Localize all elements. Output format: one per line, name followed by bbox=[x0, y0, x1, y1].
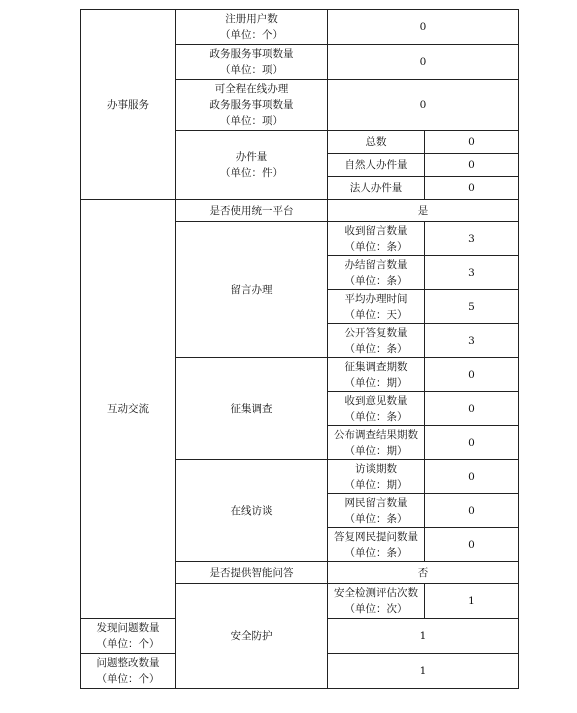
cases-legal-value: 0 bbox=[425, 177, 519, 200]
online-items-value: 0 bbox=[328, 80, 519, 131]
unified-platform-label: 是否使用统一平台 bbox=[176, 200, 328, 222]
interview-answers-value: 0 bbox=[425, 528, 519, 562]
cases-natural-value: 0 bbox=[425, 154, 519, 177]
interview-questions-label: 网民留言数量 （单位：条） bbox=[328, 494, 425, 528]
messages-received-value: 3 bbox=[425, 222, 519, 256]
messages-concluded-value: 3 bbox=[425, 256, 519, 290]
issues-fixed-value: 1 bbox=[328, 654, 519, 689]
category-service: 办事服务 bbox=[81, 10, 176, 200]
survey-results-value: 0 bbox=[425, 426, 519, 460]
issues-found-value: 1 bbox=[328, 619, 519, 654]
issues-fixed-label: 问题整改数量 （单位：个） bbox=[81, 654, 176, 689]
category-interaction: 互动交流 bbox=[81, 200, 176, 619]
interview-sessions-value: 0 bbox=[425, 460, 519, 494]
interview-answers-label: 答复网民提问数量 （单位：条） bbox=[328, 528, 425, 562]
service-items-value: 0 bbox=[328, 45, 519, 80]
survey-results-label: 公布调查结果期数 （单位：期） bbox=[328, 426, 425, 460]
messages-concluded-label: 办结留言数量 （单位：条） bbox=[328, 256, 425, 290]
messages-public-replies-value: 3 bbox=[425, 324, 519, 358]
cases-total-value: 0 bbox=[425, 131, 519, 154]
messages-avg-time-label: 平均办理时间 （单位：天） bbox=[328, 290, 425, 324]
category-security: 安全防护 bbox=[176, 584, 328, 689]
interview-questions-value: 0 bbox=[425, 494, 519, 528]
messages-group: 留言办理 bbox=[176, 222, 328, 358]
smart-qa-label: 是否提供智能问答 bbox=[176, 562, 328, 584]
cases-legal-label: 法人办件量 bbox=[328, 177, 425, 200]
messages-avg-time-value: 5 bbox=[425, 290, 519, 324]
issues-found-label: 发现问题数量 （单位：个） bbox=[81, 619, 176, 654]
interview-sessions-label: 访谈期数 （单位：期） bbox=[328, 460, 425, 494]
survey-sessions-value: 0 bbox=[425, 358, 519, 392]
statistics-table bbox=[80, 9, 519, 689]
smart-qa-value: 否 bbox=[328, 562, 519, 584]
cases-label: 办件量 （单位：件） bbox=[176, 131, 328, 200]
service-items-label: 政务服务事项数量 （单位：项） bbox=[176, 45, 328, 80]
assessments-value: 1 bbox=[425, 584, 519, 619]
unified-platform-value: 是 bbox=[328, 200, 519, 222]
registered-users-value: 0 bbox=[328, 10, 519, 45]
survey-sessions-label: 征集调查期数 （单位：期） bbox=[328, 358, 425, 392]
survey-opinions-label: 收到意见数量 （单位：条） bbox=[328, 392, 425, 426]
survey-opinions-value: 0 bbox=[425, 392, 519, 426]
registered-users-label: 注册用户数 （单位：个） bbox=[176, 10, 328, 45]
interview-group: 在线访谈 bbox=[176, 460, 328, 562]
messages-received-label: 收到留言数量 （单位：条） bbox=[328, 222, 425, 256]
assessments-label: 安全检测评估次数 （单位：次） bbox=[328, 584, 425, 619]
cases-natural-label: 自然人办件量 bbox=[328, 154, 425, 177]
survey-group: 征集调查 bbox=[176, 358, 328, 460]
cases-total-label: 总数 bbox=[328, 131, 425, 154]
online-items-label: 可全程在线办理 政务服务事项数量 （单位：项） bbox=[176, 80, 328, 131]
messages-public-replies-label: 公开答复数量 （单位：条） bbox=[328, 324, 425, 358]
